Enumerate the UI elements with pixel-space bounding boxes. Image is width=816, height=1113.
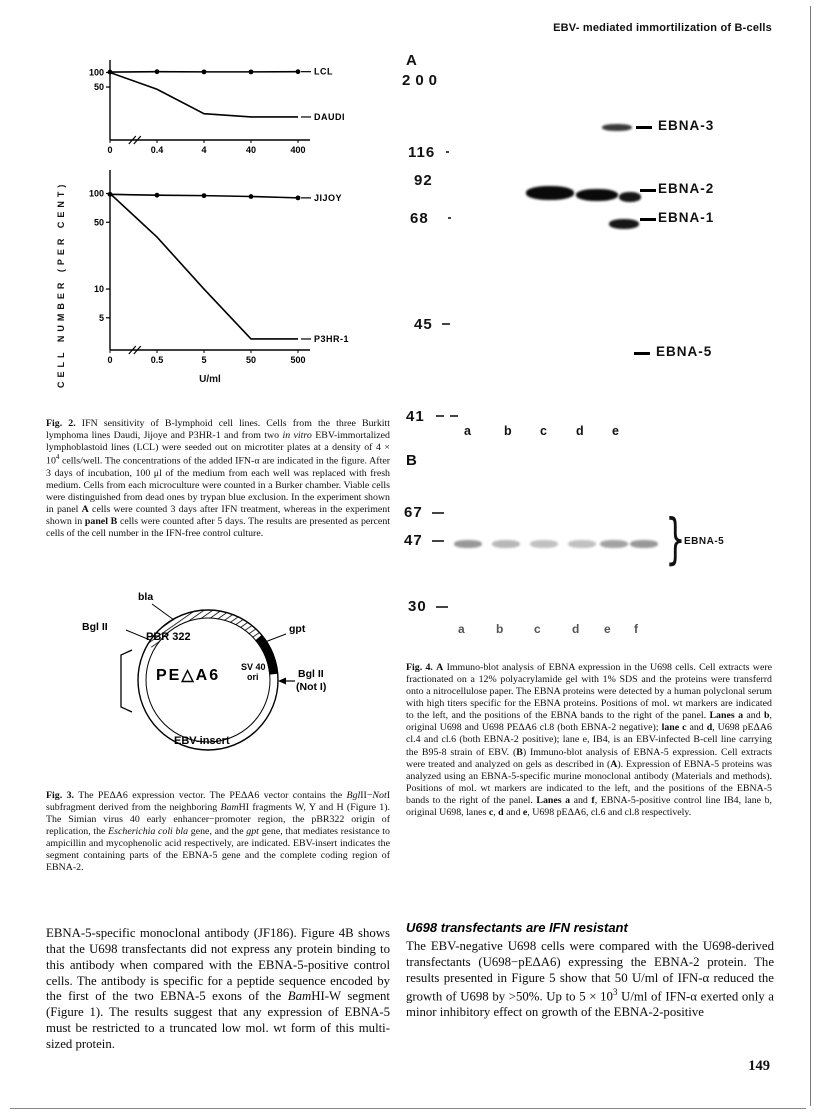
- data-point: [155, 193, 160, 198]
- lane-label: e: [612, 424, 619, 438]
- data-point: [202, 69, 207, 74]
- data-point: [249, 194, 254, 199]
- x-tick-label: 500: [290, 355, 306, 365]
- figure-2-charts: [44, 52, 394, 424]
- pbr-bracket: [121, 650, 132, 712]
- series-label: LCL: [314, 66, 333, 77]
- x-tick-label: 50: [245, 355, 257, 365]
- protein-band-faint: [530, 540, 558, 548]
- plasmid-diagram: [46, 580, 386, 782]
- marker-tick: [432, 512, 444, 514]
- figure-2-caption: Fig. 2. IFN sensitivity of B-lymphoid cell lines. Cells from the three Burkitt lymphoma lines Daudi, Jijoye and P3HR-1 and from two in vitro EBV-immortalized lymphoblastoid lines (LCL) were seeded out on microtiter plates at a density of $4 \times 10^4$ cells/well. The concentrations of the added IFN-α are indicated in the figure. After 3 days of incubation, 100 μl of the medium from each well was replaced with fresh medium. Cells from each microculture were counted in a Burker chamber. Viable cells were distinguished from dead ones by trypan blue exclusion. In the experiment shown in panel A cells were counted 3 days after IFN treatment, whereas in the experiment shown in panel B cells were counted after 5 days. The results are presented as percent cells of the cell number in the IFN-free control culture.: [46, 418, 390, 539]
- figure-4-blots: [400, 50, 782, 658]
- x-tick-label: 5: [201, 355, 207, 365]
- lane-label: f: [634, 622, 638, 636]
- band-leader: [640, 189, 656, 192]
- data-point: [202, 193, 207, 198]
- marker-tick: [436, 415, 444, 417]
- bla-label: bla: [138, 591, 154, 603]
- y-tick-label: 50: [93, 82, 104, 93]
- ebv-insert-label: EBV-insert: [174, 735, 230, 747]
- marker-tick: [450, 415, 458, 417]
- marker-tick: [432, 540, 444, 542]
- ebna-band-label: EBNA-2: [658, 181, 715, 196]
- gpt-tick: [265, 634, 286, 642]
- pbr322-label: PBR 322: [146, 631, 191, 643]
- protein-band-faint: [630, 540, 658, 548]
- x-tick-label: 0.5: [150, 355, 164, 365]
- lane-label: e: [604, 622, 611, 636]
- x-tick-label: 40: [245, 145, 257, 155]
- gpt-label: gpt: [289, 623, 306, 635]
- lane-label: b: [504, 424, 512, 438]
- fig2-chart-panel-a: [74, 56, 359, 160]
- y-tick-label: 5: [98, 312, 104, 323]
- marker-tick: [448, 217, 451, 219]
- sv40-label: SV 40: [241, 662, 266, 672]
- lane-label: c: [540, 424, 547, 438]
- bglii-left-label: Bgl II: [82, 621, 108, 633]
- marker-tick: [436, 606, 448, 608]
- body-right-paragraph: The EBV-negative U698 cells were compared with the U698-derived transfectants (U698−pEΔA6) expressing the EBNA-2 protein. The results presented in Figure 5 show that 50 U/ml of IFN-α reduced the growth of U698 by >50%. Up to $5 \times 10^3$ U/ml of IFN-α exerted only a minor inhibitory effect on growth of the EBNA-2-positive: [406, 939, 774, 1019]
- ebna-band-label: EBNA-1: [658, 210, 715, 225]
- bla-tick: [152, 604, 174, 620]
- page-edge-bottom: [10, 1108, 806, 1109]
- figure-3-plasmid: [46, 580, 390, 786]
- x-tick-label: 0.4: [150, 145, 164, 155]
- series-label: DAUDI: [314, 111, 345, 122]
- data-point: [296, 69, 301, 74]
- sv40-ori-label: ori: [247, 672, 259, 682]
- lane-label: c: [534, 622, 541, 636]
- data-point: [296, 195, 301, 200]
- y-tick-label: 50: [93, 217, 104, 228]
- y-tick-label: 100: [88, 188, 104, 199]
- x-tick-label: 0: [107, 355, 113, 365]
- lane-label: a: [458, 622, 465, 636]
- protein-band: [602, 124, 632, 131]
- mw-marker: 47: [404, 532, 423, 549]
- brace-icon: }: [665, 506, 686, 571]
- body-left-paragraph: EBNA-5-specific monoclonal antibody (JF186). Figure 4B shows that the U698 transfectants did not express any protein binding to this antibody when compared with the EBNA-5-positive control cells. The antibody is specific for a peptide sequence encoded by the first of the two EBNA-5 exons of the BamHI-W segment (Figure 1). The results suggest that any expression of EBNA-5 must be restricted to a truncated low mol. wt form of this multi-sized protein.: [46, 926, 390, 1052]
- series-line-P3HR-1: [110, 193, 298, 338]
- x-tick-label: 400: [290, 145, 306, 155]
- x-tick-label: 4: [201, 145, 207, 155]
- protein-band-faint: [568, 540, 596, 548]
- data-point: [155, 69, 160, 74]
- figure-3-caption: Fig. 3. The PEΔA6 expression vector. The PEΔA6 vector contains the BglII−NotI subfragment derived from the neighboring BamHI fragments W, Y and H (Figure 1). The Simian virus 40 early enhancer−promoter region, the pBR322 origin of replication, the Escherichia coli bla gene, and the gpt gene, that mediates resistance to ampicillin and mycophenolic acid respectively, are indicated. EBV-insert indicates the segment containing parts of the EBNA-5 gene and the complete coding region of EBNA-2.: [46, 790, 390, 874]
- fig2-chart-panel-b: [74, 164, 359, 372]
- marker-tick: [446, 151, 449, 153]
- protein-band: [576, 189, 618, 201]
- mw-marker: 200: [402, 72, 443, 89]
- mw-marker: 45: [414, 316, 433, 333]
- x-tick-label: 0: [107, 145, 113, 155]
- bglii-right-label: Bgl II: [298, 668, 324, 680]
- bglii-right-arrowhead: [278, 678, 286, 685]
- mw-marker: 67: [404, 504, 423, 521]
- ebna-band-label: EBNA-5: [656, 344, 713, 359]
- mw-marker: 41: [406, 408, 425, 425]
- lane-label: d: [576, 424, 584, 438]
- page-number: 149: [748, 1058, 770, 1074]
- panel-b-label: B: [406, 452, 417, 469]
- lane-label: b: [496, 622, 504, 636]
- mw-marker: 30: [408, 598, 427, 615]
- protein-band-faint: [492, 540, 520, 548]
- marker-tick: [442, 323, 450, 325]
- protein-band: [526, 186, 574, 200]
- band-leader: [634, 352, 650, 355]
- ebna-band-label: EBNA-5: [684, 536, 725, 547]
- band-leader: [640, 218, 656, 221]
- mw-marker: 68: [410, 210, 429, 227]
- running-title: EBV- mediated immortilization of B-cells: [553, 22, 772, 34]
- protein-band-faint: [454, 540, 482, 548]
- data-point: [249, 69, 254, 74]
- series-label: JIJOY: [314, 192, 343, 203]
- series-label: P3HR-1: [314, 333, 350, 344]
- plasmid-name: PE△A6: [156, 667, 221, 684]
- y-axis-label: CELL NUMBER (PER CENT): [56, 180, 66, 388]
- lane-label: a: [464, 424, 471, 438]
- lane-label: d: [572, 622, 580, 636]
- section-heading: U698 transfectants are IFN resistant: [406, 920, 628, 935]
- panel-a-label: A: [406, 52, 417, 69]
- protein-band: [609, 219, 639, 229]
- mw-marker: 116: [408, 144, 436, 161]
- noti-label: (Not I): [296, 681, 327, 693]
- band-leader: [636, 126, 652, 129]
- mw-marker: 92: [414, 172, 433, 189]
- x-axis-label: U/ml: [199, 374, 221, 385]
- ebna-band-label: EBNA-3: [658, 118, 715, 133]
- series-line-DAUDI: [110, 73, 298, 117]
- figure-4-caption: Fig. 4. A Immuno-blot analysis of EBNA expression in the U698 cells. Cell extracts were fractionated on a 12% polyacrylamide gel with 1% SDS and the proteins were transferrd onto a nitrocellulose paper. The EBNA proteins were detected by a human polyclonal serum with high titers specific for the EBNA proteins. Positions of mol. wt markers are indicated to the left, and the positions of the EBNA bands to the right of the panel. Lanes a and b, original U698 and U698 PEΔA6 cl.8 (both EBNA-2 negative); lane c and d, U698 pEΔA6 cl.4 and cl.6 (both EBNA-2 positive); lane e, IB4, is an EBV-infected B-cell line carrying the B95-8 strain of EBV. (B) Immuno-blot analysis of EBNA-5 expression. Cell extracts were treated and analyzed on gels as described in (A). Expression of EBNA-5 proteins was analyzed using an EBNA-5-specific murine monoclonal antibody (Materials and methods). Positions of mol. wt markers are indicated to the left, and the positions of the EBNA-5 bands to the right of the panel. Lanes a and f, EBNA-5-positive control line IB4, lane b, original U698, lanes c, d and e, U698 pEΔA6, cl.6 and cl.8 respectively.: [406, 662, 772, 818]
- protein-band-faint: [600, 540, 628, 548]
- protein-band: [619, 192, 641, 202]
- y-tick-label: 10: [93, 284, 104, 295]
- y-tick-label: 100: [88, 67, 104, 78]
- page-edge-right: [810, 6, 811, 1106]
